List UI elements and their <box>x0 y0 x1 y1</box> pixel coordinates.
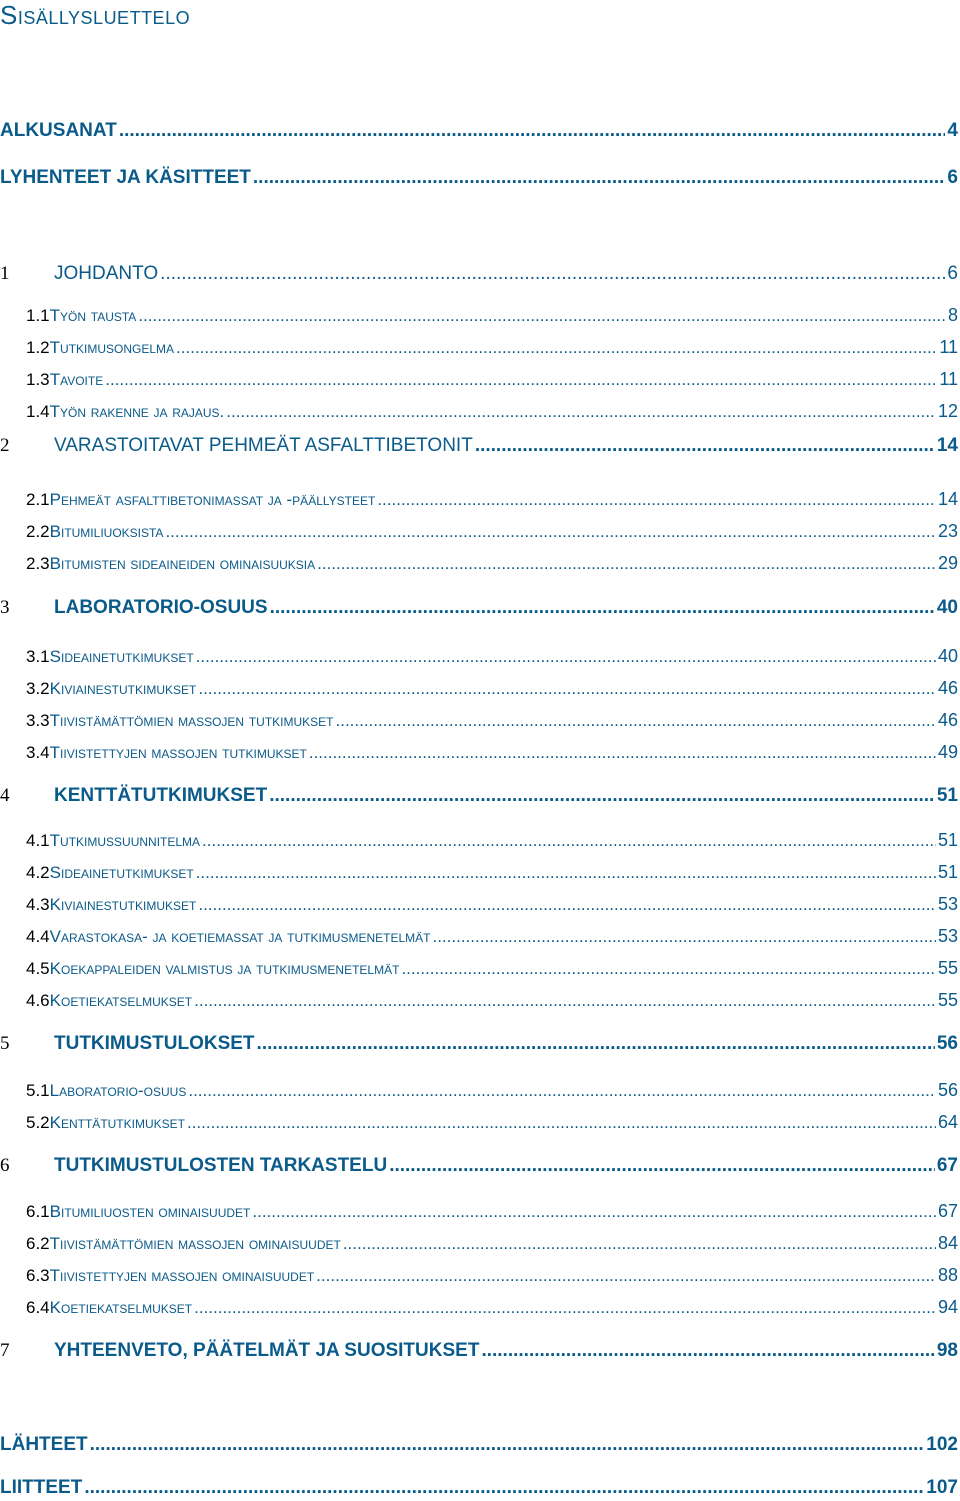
toc-page: 46 <box>937 678 958 698</box>
toc-number: 4 <box>0 785 10 806</box>
toc-leader <box>475 435 935 457</box>
toc-leader <box>257 1033 935 1055</box>
toc-label: Bitumiliuosten ominaisuudet <box>49 1202 251 1221</box>
toc-leader <box>105 370 937 390</box>
toc-entry-3-3[interactable] <box>0 710 958 731</box>
toc-entry-4-2[interactable] <box>0 862 958 883</box>
toc-page: 67 <box>937 1201 958 1221</box>
toc-label: JOHDANTO <box>54 263 159 284</box>
toc-leader <box>343 1234 936 1254</box>
toc-label: YHTEENVETO, PÄÄTELMÄT JA SUOSITUKSET <box>54 1340 480 1361</box>
toc-page: 102 <box>926 1434 958 1455</box>
toc-page: 51 <box>936 785 958 806</box>
toc-label: Sideainetutkimukset <box>49 863 194 882</box>
page-title: Sisällysluettelo <box>0 0 191 30</box>
toc-label: Koetiekatselmukset <box>49 991 193 1010</box>
toc-number: 4.5 <box>26 959 50 978</box>
toc-leader <box>202 831 936 851</box>
toc-entry-chapter-1[interactable] <box>0 263 958 285</box>
toc-number: 2.1 <box>26 490 50 509</box>
toc-entry-chapter-5[interactable] <box>0 1033 958 1055</box>
toc-entry-5-1[interactable] <box>0 1080 958 1101</box>
toc-leader <box>316 1266 936 1286</box>
toc-page: 40 <box>936 597 958 618</box>
toc-page: 6 <box>947 167 958 188</box>
toc-label: LÄHTEET <box>0 1434 88 1455</box>
toc-leader <box>401 959 936 979</box>
toc-entry-4-3[interactable] <box>0 894 958 915</box>
toc-page: 29 <box>937 553 958 573</box>
toc-leader <box>270 597 935 619</box>
toc-label: ALKUSANAT <box>0 120 117 141</box>
toc-leader <box>165 522 936 542</box>
toc-number: 7 <box>0 1340 10 1361</box>
toc-page: 98 <box>936 1340 958 1361</box>
toc-entry-1-1[interactable] <box>0 305 958 326</box>
toc-page: 14 <box>937 489 958 509</box>
toc-page: 40 <box>937 646 958 666</box>
toc-entry-6-3[interactable] <box>0 1265 958 1286</box>
toc-leader <box>194 991 936 1011</box>
toc-label: Pehmeät asfalttibetonimassat ja -päällysteet <box>49 490 376 509</box>
toc-number: 1.1 <box>26 306 50 325</box>
toc-entry-chapter-3[interactable] <box>0 597 958 619</box>
toc-entry-4-4[interactable] <box>0 926 958 947</box>
toc-page: 53 <box>937 894 958 914</box>
toc-entry-2-1[interactable] <box>0 489 958 510</box>
toc-entry-3-4[interactable] <box>0 742 958 763</box>
toc-page: 14 <box>936 435 958 456</box>
toc-number: 5.1 <box>26 1081 50 1100</box>
toc-number: 2 <box>0 435 10 456</box>
toc-label: Tiivistämättömien massojen tutkimukset <box>49 711 334 730</box>
toc-label: LIITTEET <box>0 1477 83 1498</box>
toc-number: 1.4 <box>26 402 50 421</box>
toc-page: 51 <box>937 862 958 882</box>
toc-number: 4.4 <box>26 927 50 946</box>
toc-label: Kenttätutkimukset <box>49 1113 185 1132</box>
toc-leader <box>194 1298 936 1318</box>
toc-leader <box>389 1155 935 1177</box>
toc-label: Bitumiliuoksista <box>49 522 164 541</box>
toc-number: 2.2 <box>26 522 50 541</box>
toc-label: Tiivistettyjen massojen ominaisuudet <box>49 1266 315 1285</box>
toc-number: 3.3 <box>26 711 50 730</box>
toc-label: Bitumisten sideaineiden ominaisuuksia <box>49 554 316 573</box>
toc-entry-5-2[interactable] <box>0 1112 958 1133</box>
toc-page: 64 <box>937 1112 958 1132</box>
toc-label: LABORATORIO-OSUUS <box>54 597 268 618</box>
toc-label: LYHENTEET JA KÄSITTEET <box>0 167 251 188</box>
toc-label: Sideainetutkimukset <box>49 647 194 666</box>
toc-page: 49 <box>937 742 958 762</box>
toc-entry-4-6[interactable] <box>0 990 958 1011</box>
toc-leader <box>432 927 935 947</box>
toc-label: Tutkimussuunnitelma <box>49 831 201 850</box>
toc-leader <box>253 167 946 189</box>
toc-number: 3 <box>0 597 10 618</box>
toc-entry-6-4[interactable] <box>0 1297 958 1318</box>
toc-leader <box>198 895 936 915</box>
toc-label: KENTTÄTUTKIMUKSET <box>54 785 268 806</box>
toc-label: TUTKIMUSTULOSTEN TARKASTELU <box>54 1155 388 1176</box>
toc-page: 88 <box>937 1265 958 1285</box>
toc-number: 1 <box>0 263 10 284</box>
toc-number: 1.3 <box>26 370 50 389</box>
toc-label: Koekappaleiden valmistus ja tutkimusmenetelmät <box>49 959 400 978</box>
toc-page: 55 <box>937 958 958 978</box>
toc-page: 46 <box>937 710 958 730</box>
toc-number: 3.2 <box>26 679 50 698</box>
toc-leader <box>196 647 936 667</box>
toc-page: 67 <box>936 1155 958 1176</box>
toc-number: 2.3 <box>26 554 50 573</box>
toc-label: VARASTOITAVAT PEHMEÄT ASFALTTIBETONIT <box>54 435 473 456</box>
toc-label: Tiivistettyjen massojen tutkimukset <box>49 743 307 762</box>
toc-label: Tiivistämättömien massojen ominaisuudet <box>49 1234 341 1253</box>
toc-number: 5.2 <box>26 1113 50 1132</box>
toc-leader <box>119 120 946 142</box>
toc-label: Kiviainestutkimukset <box>49 679 197 698</box>
toc-entry-1-2[interactable] <box>0 337 958 358</box>
toc-page: 11 <box>939 337 958 357</box>
toc-leader <box>188 1081 936 1101</box>
toc-entry-2-2[interactable] <box>0 521 958 542</box>
toc-number: 6.1 <box>26 1202 50 1221</box>
toc-number: 3.4 <box>26 743 50 762</box>
toc-number: 4.1 <box>26 831 50 850</box>
toc-entry-4-5[interactable] <box>0 958 958 979</box>
toc-entry-1-3[interactable] <box>0 369 958 390</box>
toc-entry-lahteet[interactable] <box>0 1434 958 1456</box>
toc-label: Laboratorio-osuus <box>49 1081 187 1100</box>
toc-page: 4 <box>947 120 958 141</box>
toc-number: 4.2 <box>26 863 50 882</box>
toc-entry-chapter-2[interactable] <box>0 435 958 457</box>
toc-entry-alkusanat[interactable] <box>0 120 958 142</box>
toc-page: 56 <box>937 1080 958 1100</box>
toc-page: 56 <box>936 1033 958 1054</box>
toc-page: 51 <box>937 830 958 850</box>
toc-page: 94 <box>937 1297 958 1317</box>
toc-leader <box>176 338 937 358</box>
toc-label: Työn tausta <box>49 306 137 325</box>
toc-label: Tutkimusongelma <box>49 338 175 357</box>
toc-page: 84 <box>937 1233 958 1253</box>
toc-leader <box>336 711 936 731</box>
toc-page: 11 <box>939 369 958 389</box>
toc-number: 6.2 <box>26 1234 50 1253</box>
toc-number: 5 <box>0 1033 10 1054</box>
toc-entry-3-2[interactable] <box>0 678 958 699</box>
toc-leader <box>90 1434 925 1456</box>
toc-page: 23 <box>937 521 958 541</box>
toc-entry-6-2[interactable] <box>0 1233 958 1254</box>
toc-label: Kiviainestutkimukset <box>49 895 197 914</box>
toc-label: Työn rakenne ja rajaus. <box>49 402 225 421</box>
toc-number: 4.6 <box>26 991 50 1010</box>
toc-entry-chapter-4[interactable] <box>0 785 958 807</box>
toc-number: 3.1 <box>26 647 50 666</box>
toc-page: 55 <box>937 990 958 1010</box>
toc-leader <box>317 554 936 574</box>
toc-page: 8 <box>947 305 958 325</box>
toc-leader <box>198 679 936 699</box>
toc-entry-6-1[interactable] <box>0 1201 958 1222</box>
toc-leader <box>377 490 936 510</box>
toc-label: TUTKIMUSTULOKSET <box>54 1033 255 1054</box>
toc-leader <box>481 1340 934 1362</box>
toc-label: Tavoite <box>49 370 104 389</box>
toc-leader <box>196 863 936 883</box>
toc-page: 53 <box>937 926 958 946</box>
toc-page: 107 <box>926 1477 958 1498</box>
toc-entry-liitteet[interactable] <box>0 1477 958 1499</box>
toc-entry-2-3[interactable] <box>0 553 958 574</box>
toc-number: 6.4 <box>26 1298 50 1317</box>
toc-entry-lyhenteet[interactable] <box>0 167 958 189</box>
toc-label: Varastokasa- ja koetiemassat ja tutkimusmenetelmät <box>49 927 431 946</box>
toc-leader <box>226 402 936 422</box>
toc-leader <box>138 306 946 326</box>
toc-number: 6 <box>0 1155 10 1176</box>
toc-leader <box>84 1477 924 1499</box>
toc-leader <box>252 1202 936 1222</box>
toc-entry-1-4[interactable] <box>0 401 958 422</box>
toc-leader <box>269 785 935 807</box>
toc-page: 12 <box>937 401 958 421</box>
toc-entry-chapter-6[interactable] <box>0 1155 958 1177</box>
toc-page: 6 <box>947 263 958 284</box>
toc-entry-4-1[interactable] <box>0 830 958 851</box>
toc-entry-3-1[interactable] <box>0 646 958 667</box>
toc-label: Koetiekatselmukset <box>49 1298 193 1317</box>
toc-leader <box>187 1113 936 1133</box>
toc-leader <box>309 743 936 763</box>
toc-entry-chapter-7[interactable] <box>0 1340 958 1362</box>
toc-leader <box>160 263 945 285</box>
toc-number: 4.3 <box>26 895 50 914</box>
toc-number: 6.3 <box>26 1266 50 1285</box>
toc-number: 1.2 <box>26 338 50 357</box>
